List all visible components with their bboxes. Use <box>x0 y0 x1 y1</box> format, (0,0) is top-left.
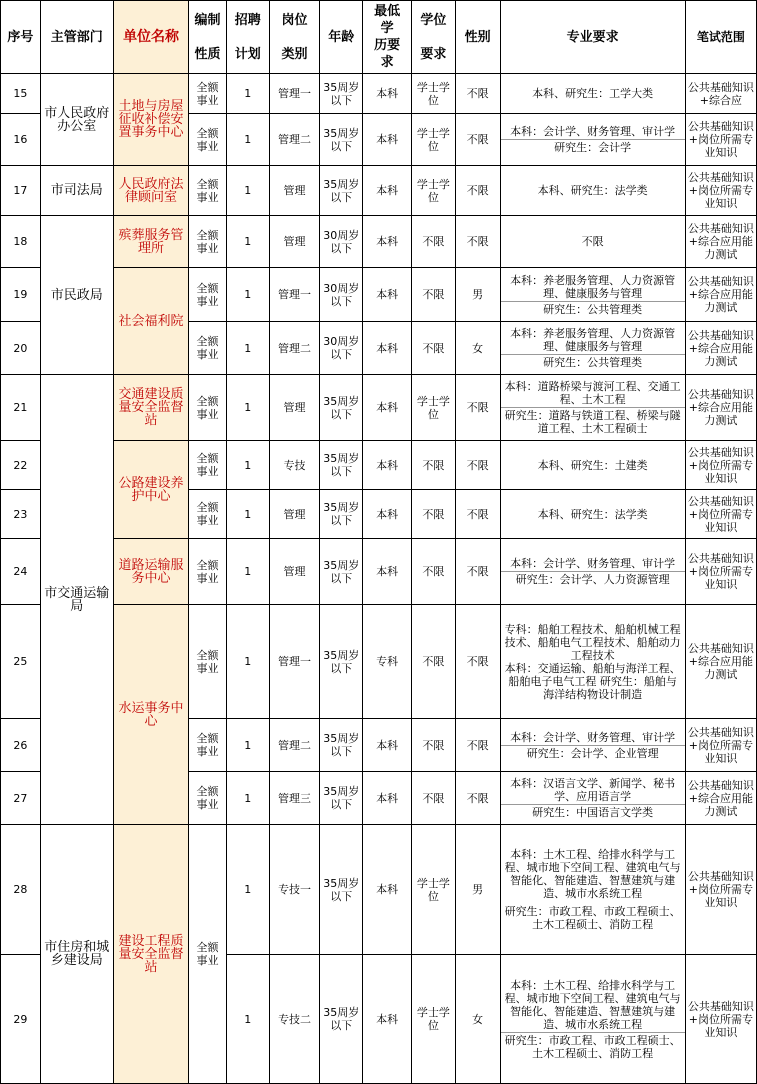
degree-cell: 不限 <box>412 322 456 375</box>
category-cell: 管理 <box>269 490 320 539</box>
exam-cell: 公共基础知识+岗位所需专业知识 <box>685 441 756 490</box>
major-undergrad: 本科：土木工程、给排水科学与工程、城市地下空间工程、建筑电气与智能化、智能建造、智慧建筑与建造、城市水系统工程 <box>504 978 681 1031</box>
header-category: 岗位 类别 <box>269 1 320 74</box>
degree-cell: 学士学位 <box>412 375 456 441</box>
major-grad: 研究生：会计学 <box>501 139 685 154</box>
header-seq: 序号 <box>1 1 41 74</box>
seq-cell: 24 <box>1 539 41 605</box>
plan-cell: 1 <box>226 216 269 268</box>
seq-cell: 23 <box>1 490 41 539</box>
category-cell: 管理 <box>269 375 320 441</box>
category-cell: 管理 <box>269 216 320 268</box>
header-exam: 笔试范围 <box>685 1 756 74</box>
seq-cell: 16 <box>1 114 41 166</box>
education-cell: 本科 <box>363 719 412 772</box>
plan-cell: 1 <box>226 772 269 825</box>
nature-cell: 全额事业 <box>189 441 227 490</box>
major-undergrad: 本科：土木工程、给排水科学与工程、城市地下空间工程、建筑电气与智能化、智能建造、智慧建筑与建造、城市水系统工程 <box>504 848 681 900</box>
table-row <box>1 539 757 605</box>
degree-cell: 不限 <box>412 719 456 772</box>
category-cell: 管理三 <box>269 772 320 825</box>
table-row <box>1 216 757 268</box>
plan-cell: 1 <box>226 114 269 166</box>
degree-cell: 不限 <box>412 605 456 719</box>
plan-cell: 1 <box>226 955 269 1084</box>
age-cell: 35周岁以下 <box>320 166 363 216</box>
major-cell: 不限 <box>500 216 685 268</box>
degree-cell: 不限 <box>412 268 456 322</box>
gender-cell: 不限 <box>455 375 500 441</box>
header-degree: 学位 要求 <box>412 1 456 74</box>
table-row <box>1 166 757 216</box>
age-cell: 35周岁以下 <box>320 955 363 1084</box>
exam-cell: 公共基础知识+综合应用能力测试 <box>685 772 756 825</box>
gender-cell: 女 <box>455 322 500 375</box>
age-cell: 35周岁以下 <box>320 825 363 955</box>
header-plan: 招聘 计划 <box>226 1 269 74</box>
major-cell <box>500 605 685 719</box>
unit-cell: 建设工程质量安全监督站 <box>113 825 188 1084</box>
degree-cell: 不限 <box>412 490 456 539</box>
major-undergrad: 本科：会计学、财务管理、审计学 <box>510 730 676 744</box>
age-cell: 30周岁以下 <box>320 216 363 268</box>
degree-cell: 学士学位 <box>412 825 456 955</box>
education-cell: 本科 <box>363 490 412 539</box>
major-cell: 本科、研究生：法学类 <box>500 166 685 216</box>
seq-cell: 18 <box>1 216 41 268</box>
major-undergrad: 本科：养老服务管理、人力资源管理、健康服务与管理 <box>510 273 676 300</box>
gender-cell: 不限 <box>455 114 500 166</box>
exam-cell: 公共基础知识+岗位所需专业知识 <box>685 955 756 1084</box>
exam-cell: 公共基础知识+综合应用能力测试 <box>685 375 756 441</box>
age-cell: 35周岁以下 <box>320 539 363 605</box>
seq-cell: 20 <box>1 322 41 375</box>
gender-cell: 不限 <box>455 719 500 772</box>
table-row <box>1 375 757 441</box>
major-undergrad: 本科：道路桥梁与渡河工程、交通工程、土木工程 <box>504 380 681 406</box>
education-cell: 本科 <box>363 74 412 114</box>
major-cell: 本科、研究生：工学大类 <box>500 74 685 114</box>
plan-cell: 1 <box>226 375 269 441</box>
nature-cell: 全额事业 <box>189 375 227 441</box>
exam-cell: 公共基础知识+综合应 <box>685 74 756 114</box>
major-undergrad: 本科：会计学、财务管理、审计学 <box>510 125 676 138</box>
nature-cell: 全额事业 <box>189 490 227 539</box>
age-cell: 35周岁以下 <box>320 441 363 490</box>
major-undergrad: 本科：汉语言文学、新闻学、秘书学、应用语言学 <box>510 777 676 803</box>
exam-cell: 公共基础知识+岗位所需专业知识 <box>685 719 756 772</box>
category-cell: 管理二 <box>269 114 320 166</box>
age-cell: 35周岁以下 <box>320 74 363 114</box>
major-cell <box>500 268 685 322</box>
degree-cell: 不限 <box>412 772 456 825</box>
plan-cell: 1 <box>226 74 269 114</box>
table-row <box>1 605 757 719</box>
major-grad: 研究生：中国语言文学类 <box>501 804 685 819</box>
plan-cell: 1 <box>226 605 269 719</box>
degree-cell: 不限 <box>412 216 456 268</box>
education-cell: 本科 <box>363 114 412 166</box>
unit-cell: 公路建设养护中心 <box>113 441 188 539</box>
seq-cell: 19 <box>1 268 41 322</box>
exam-cell: 公共基础知识+岗位所需专业知识 <box>685 825 756 955</box>
seq-cell: 29 <box>1 955 41 1084</box>
major-grad: 研究生：会计学、人力资源管理 <box>501 571 685 586</box>
header-nature: 编制 性质 <box>189 1 227 74</box>
category-cell: 管理 <box>269 166 320 216</box>
seq-cell: 17 <box>1 166 41 216</box>
seq-cell: 28 <box>1 825 41 955</box>
category-cell: 管理一 <box>269 605 320 719</box>
education-cell: 本科 <box>363 772 412 825</box>
exam-cell: 公共基础知识+岗位所需专业知识 <box>685 166 756 216</box>
seq-cell: 21 <box>1 375 41 441</box>
unit-cell: 水运事务中心 <box>113 605 188 825</box>
major-cell: 本科、研究生：法学类 <box>500 490 685 539</box>
gender-cell: 不限 <box>455 490 500 539</box>
seq-cell: 26 <box>1 719 41 772</box>
header-dept: 主管部门 <box>40 1 113 74</box>
gender-cell: 男 <box>455 268 500 322</box>
header-row <box>1 1 757 74</box>
age-cell: 35周岁以下 <box>320 605 363 719</box>
major-cell <box>500 322 685 375</box>
header-gender: 性别 <box>455 1 500 74</box>
degree-cell: 学士学位 <box>412 955 456 1084</box>
unit-cell: 交通建设质量安全监督站 <box>113 375 188 441</box>
category-cell: 专技一 <box>269 825 320 955</box>
unit-cell: 社会福利院 <box>113 268 188 375</box>
table-row <box>1 825 757 955</box>
major-grad: 研究生：公共管理类 <box>501 301 685 316</box>
exam-cell: 公共基础知识+岗位所需专业知识 <box>685 114 756 166</box>
education-cell: 本科 <box>363 441 412 490</box>
gender-cell: 不限 <box>455 441 500 490</box>
seq-cell: 25 <box>1 605 41 719</box>
major-cell <box>500 772 685 825</box>
dept-cell: 市司法局 <box>40 166 113 216</box>
category-cell: 管理一 <box>269 268 320 322</box>
major-grad: 研究生：市政工程、市政工程硕士、土木工程硕士、消防工程 <box>501 1032 685 1060</box>
education-cell: 本科 <box>363 268 412 322</box>
nature-cell: 全额事业 <box>189 216 227 268</box>
nature-cell: 全额事业 <box>189 605 227 719</box>
plan-cell: 1 <box>226 539 269 605</box>
header-education: 最低 学 历要 求 <box>363 1 412 74</box>
major-cell: 本科、研究生：土建类 <box>500 441 685 490</box>
dept-cell: 市人民政府办公室 <box>40 74 113 166</box>
plan-cell: 1 <box>226 825 269 955</box>
category-cell: 专技二 <box>269 955 320 1084</box>
major-cell <box>500 375 685 441</box>
category-cell: 管理二 <box>269 322 320 375</box>
unit-cell: 道路运输服务中心 <box>113 539 188 605</box>
major-cell <box>500 825 685 955</box>
education-cell: 专科 <box>363 605 412 719</box>
education-cell: 本科 <box>363 539 412 605</box>
major-cell <box>500 719 685 772</box>
dept-cell: 市住房和城乡建设局 <box>40 825 113 1084</box>
plan-cell: 1 <box>226 268 269 322</box>
nature-cell: 全额事业 <box>189 719 227 772</box>
unit-cell: 殡葬服务管理所 <box>113 216 188 268</box>
nature-cell: 全额事业 <box>189 268 227 322</box>
age-cell: 30周岁以下 <box>320 322 363 375</box>
major-college: 专科：船舶工程技术、船舶机械工程技术、船舶电气工程技术、船舶动力工程技术 <box>504 622 681 662</box>
degree-cell: 学士学位 <box>412 114 456 166</box>
plan-cell: 1 <box>226 719 269 772</box>
degree-cell: 学士学位 <box>412 166 456 216</box>
exam-cell: 公共基础知识+综合应用能力测试 <box>685 605 756 719</box>
header-major: 专业要求 <box>500 1 685 74</box>
nature-cell: 全额事业 <box>189 74 227 114</box>
major-cell <box>500 539 685 605</box>
gender-cell: 女 <box>455 955 500 1084</box>
major-undergrad: 本科：养老服务管理、人力资源管理、健康服务与管理 <box>510 327 676 353</box>
category-cell: 专技 <box>269 441 320 490</box>
age-cell: 35周岁以下 <box>320 114 363 166</box>
degree-cell: 不限 <box>412 441 456 490</box>
nature-cell: 全额事业 <box>189 772 227 825</box>
unit-cell: 土地与房屋征收补偿安置事务中心 <box>113 74 188 166</box>
age-cell: 35周岁以下 <box>320 375 363 441</box>
exam-cell: 公共基础知识+综合应用能力测试 <box>685 322 756 375</box>
gender-cell: 男 <box>455 825 500 955</box>
education-cell: 本科 <box>363 955 412 1084</box>
header-age: 年龄 <box>320 1 363 74</box>
exam-cell: 公共基础知识+综合应用能力测试 <box>685 216 756 268</box>
dept-cell: 市交通运输局 <box>40 375 113 825</box>
age-cell: 35周岁以下 <box>320 719 363 772</box>
major-cell <box>500 114 685 166</box>
table-row <box>1 74 757 114</box>
nature-cell: 全额事业 <box>189 166 227 216</box>
exam-cell: 公共基础知识+岗位所需专业知识 <box>685 490 756 539</box>
major-cell <box>500 955 685 1084</box>
plan-cell: 1 <box>226 441 269 490</box>
education-cell: 本科 <box>363 322 412 375</box>
gender-cell: 不限 <box>455 605 500 719</box>
age-cell: 35周岁以下 <box>320 772 363 825</box>
education-cell: 本科 <box>363 375 412 441</box>
age-cell: 35周岁以下 <box>320 490 363 539</box>
major-grad: 研究生：市政工程、市政工程硕士、土木工程硕士、消防工程 <box>504 905 681 931</box>
gender-cell: 不限 <box>455 539 500 605</box>
nature-cell: 全额事业 <box>189 322 227 375</box>
nature-cell: 全额事业 <box>189 539 227 605</box>
education-cell: 本科 <box>363 166 412 216</box>
category-cell: 管理 <box>269 539 320 605</box>
gender-cell: 不限 <box>455 772 500 825</box>
table-row <box>1 441 757 490</box>
nature-cell: 全额事业 <box>189 825 227 1084</box>
plan-cell: 1 <box>226 490 269 539</box>
education-cell: 本科 <box>363 825 412 955</box>
major-undergrad: 本科：会计学、财务管理、审计学 <box>510 557 676 570</box>
age-cell: 30周岁以下 <box>320 268 363 322</box>
gender-cell: 不限 <box>455 216 500 268</box>
nature-cell: 全额事业 <box>189 114 227 166</box>
gender-cell: 不限 <box>455 74 500 114</box>
dept-cell: 市民政局 <box>40 216 113 375</box>
plan-cell: 1 <box>226 322 269 375</box>
gender-cell: 不限 <box>455 166 500 216</box>
major-grad: 研究生：道路与铁道工程、桥梁与隧道工程、土木工程硕士 <box>501 407 685 435</box>
major-grad: 研究生：会计学、企业管理 <box>501 745 685 760</box>
degree-cell: 学士学位 <box>412 74 456 114</box>
exam-cell: 公共基础知识+岗位所需专业知识 <box>685 539 756 605</box>
exam-cell: 公共基础知识+综合应用能力测试 <box>685 268 756 322</box>
table-row <box>1 268 757 322</box>
major-undergrad-grad: 本科：交通运输、船舶与海洋工程、船舶电子电气工程 研究生：船舶与海洋结构物设计制造 <box>504 661 681 701</box>
education-cell: 本科 <box>363 216 412 268</box>
unit-cell: 人民政府法律顾问室 <box>113 166 188 216</box>
plan-cell: 1 <box>226 166 269 216</box>
category-cell: 管理二 <box>269 719 320 772</box>
seq-cell: 22 <box>1 441 41 490</box>
degree-cell: 不限 <box>412 539 456 605</box>
category-cell: 管理一 <box>269 74 320 114</box>
seq-cell: 27 <box>1 772 41 825</box>
seq-cell: 15 <box>1 74 41 114</box>
major-grad: 研究生：公共管理类 <box>501 354 685 369</box>
header-unit: 单位名称 <box>113 1 188 74</box>
